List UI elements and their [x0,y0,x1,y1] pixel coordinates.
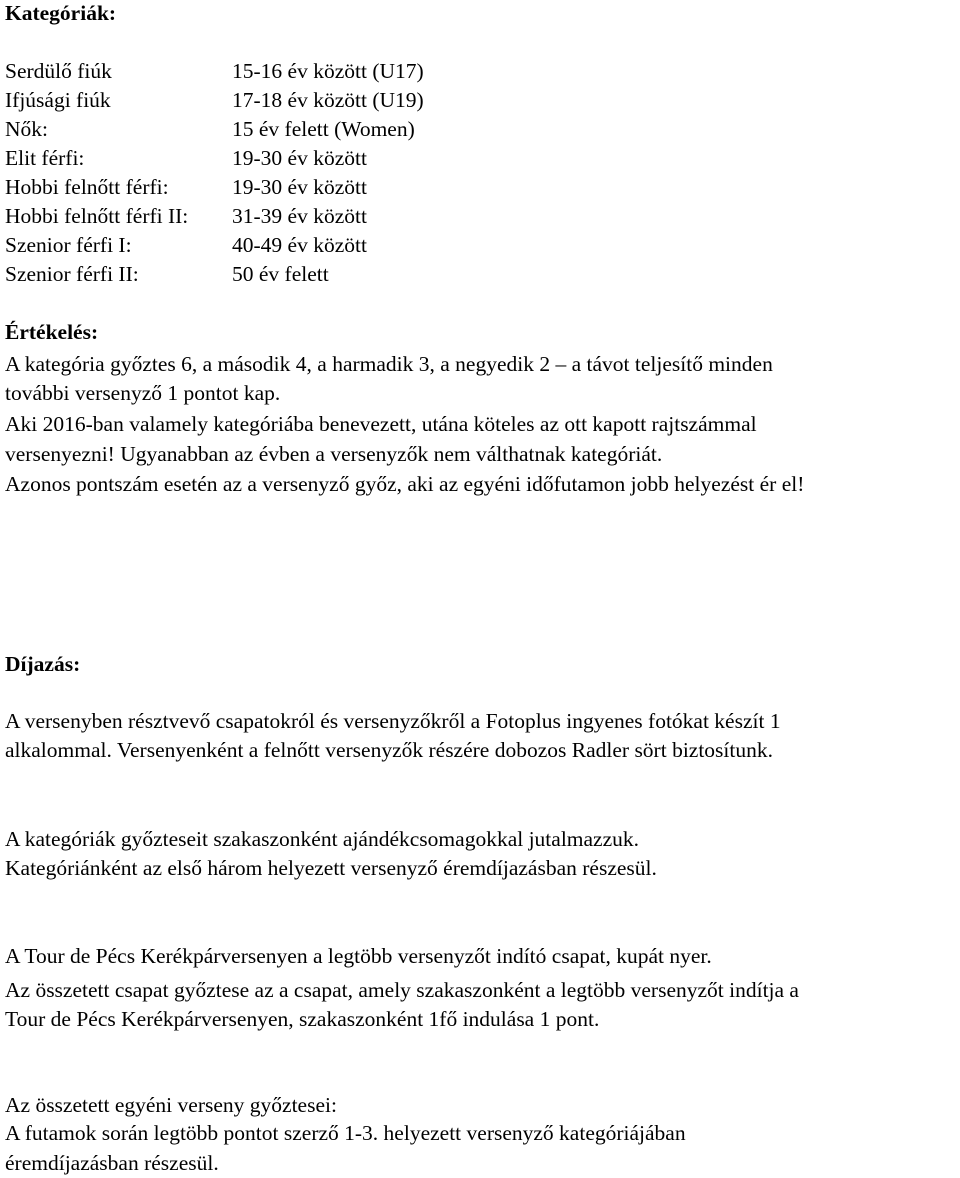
evaluation-heading: Értékelés: [5,320,99,344]
category-name: Szenior férfi II: [5,262,139,286]
category-name: Hobbi felnőtt férfi II: [5,204,189,228]
evaluation-line: versenyezni! Ugyanabban az évben a versenyzők nem válthatnak kategóriát. [5,442,663,466]
category-age: 31-39 év között [232,204,367,228]
prizes-line: A futamok során legtöbb pontot szerző 1-3. helyezett versenyző kategóriájában [5,1121,686,1145]
category-name: Ifjúsági fiúk [5,88,111,112]
category-age: 15-16 év között (U17) [232,59,424,83]
category-age: 15 év felett (Women) [232,117,415,141]
category-age: 50 év felett [232,262,329,286]
category-name: Hobbi felnőtt férfi: [5,175,169,199]
evaluation-line: további versenyző 1 pontot kap. [5,381,281,405]
evaluation-line: A kategória győztes 6, a második 4, a harmadik 3, a negyedik 2 – a távot teljesítő minden [5,352,773,376]
category-name: Serdülő fiúk [5,59,112,83]
prizes-line: A Tour de Pécs Kerékpárversenyen a legtöbb versenyzőt indító csapat, kupát nyer. [5,944,712,968]
prizes-line: A kategóriák győzteseit szakaszonként ajándékcsomagokkal jutalmazzuk. [5,827,640,851]
categories-heading: Kategóriák: [5,1,117,25]
prizes-line: A versenyben résztvevő csapatokról és versenyzőkről a Fotoplus ingyenes fotókat készít 1 [5,709,781,733]
prizes-line: alkalommal. Versenyenként a felnőtt versenyzők részére dobozos Radler sört biztosítunk. [5,738,773,762]
prizes-heading: Díjazás: [5,652,81,676]
evaluation-line: Azonos pontszám esetén az a versenyző győz, aki az egyéni időfutamon jobb helyezést ér el! [5,472,805,496]
category-age: 19-30 év között [232,146,367,170]
category-age: 17-18 év között (U19) [232,88,424,112]
category-name: Szenior férfi I: [5,233,132,257]
category-age: 40-49 év között [232,233,367,257]
category-name: Elit férfi: [5,146,85,170]
prizes-line: Tour de Pécs Kerékpárversenyen, szakaszonként 1fő indulása 1 pont. [5,1007,600,1031]
category-age: 19-30 év között [232,175,367,199]
prizes-line: Az összetett csapat győztese az a csapat, amely szakaszonként a legtöbb versenyzőt indítja a [5,978,799,1002]
category-name: Nők: [5,117,48,141]
evaluation-line: Aki 2016-ban valamely kategóriába benevezett, utána köteles az ott kapott rajtszámmal [5,412,757,436]
prizes-line: éremdíjazásban részesül. [5,1151,219,1175]
prizes-line: Kategóriánként az első három helyezett versenyző éremdíjazásban részesül. [5,856,657,880]
prizes-line: Az összetett egyéni verseny győztesei: [5,1093,337,1117]
